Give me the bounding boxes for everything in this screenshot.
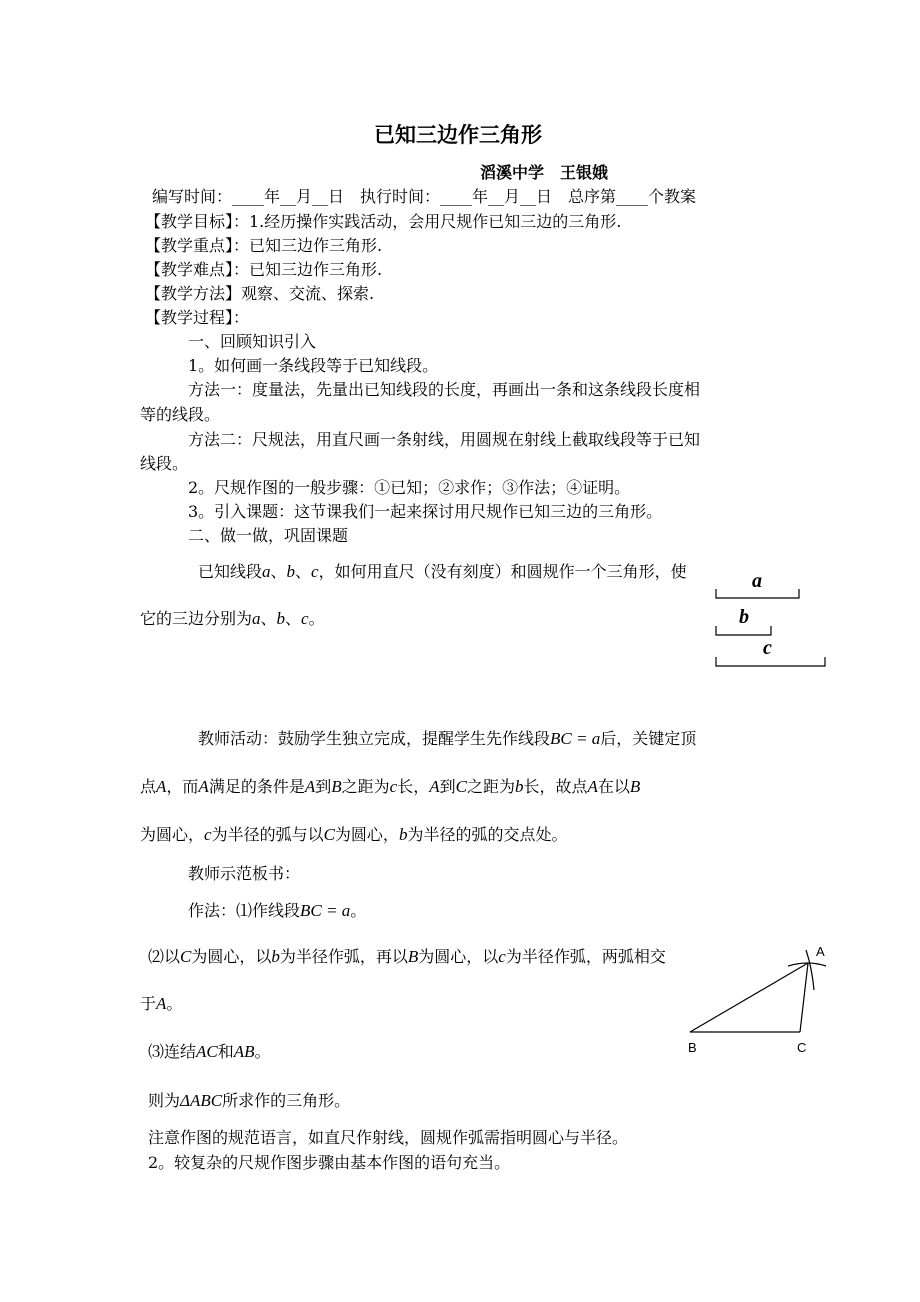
teaching-focus: 【教学重点】：已知三边作三角形. xyxy=(145,236,383,255)
method-2-line-2: 线段。 xyxy=(140,454,189,473)
author: 滔溪中学 王银娥 xyxy=(480,163,609,182)
meta-line: 编写时间：____年__月__日 执行时间：____年__月__日 总序第____个教案 xyxy=(152,187,697,206)
segment-c-label: c xyxy=(763,637,772,659)
method-1-line-2: 等的线段。 xyxy=(140,405,221,424)
arc-from-b xyxy=(788,963,826,966)
teacher-activity-line-2: 点A，而A满足的条件是A到B之距为c长，A到C之距为b长，故点A在以B xyxy=(140,777,641,796)
note-2: 2。较复杂的尺规作图步骤由基本作图的语句充当。 xyxy=(148,1153,511,1172)
problem-line-1: 已知线段a、b、c，如何用直尺（没有刻度）和圆规作一个三角形，使 xyxy=(198,562,687,581)
arc-from-c xyxy=(806,950,814,990)
section-2-heading: 二、做一做，巩固课题 xyxy=(188,526,349,545)
question-3: 3。引入课题：这节课我们一起来探讨用尺规作已知三边的三角形。 xyxy=(188,502,663,521)
method-1-line-1: 方法一：度量法，先量出已知线段的长度，再画出一条和这条线段长度相 xyxy=(188,380,701,399)
teaching-goal: 【教学目标】：1.经历操作实践活动，会用尺规作已知三边的三角形. xyxy=(145,212,622,231)
teacher-activity-line-3: 为圆心，c为半径的弧与以C为圆心，b为半径的弧的交点处。 xyxy=(140,825,568,844)
note-1: 注意作图的规范语言，如直尺作射线，圆规作弧需指明圆心与半径。 xyxy=(148,1128,629,1147)
board-heading: 教师示范板书： xyxy=(188,864,301,883)
question-1: 1。如何画一条线段等于已知线段。 xyxy=(188,356,439,375)
page-title: 已知三边作三角形 xyxy=(374,123,542,147)
teacher-activity-line-1: 教师活动：鼓励学生独立完成，提醒学生先作线段BC = a后，关键定顶 xyxy=(198,729,697,748)
side-ab xyxy=(690,963,808,1032)
segment-b-label: b xyxy=(739,606,749,628)
teaching-process: 【教学过程】： xyxy=(145,308,250,327)
problem-line-2: 它的三边分别为a、b、c。 xyxy=(140,609,325,628)
conclusion: 则为ΔABC所求作的三角形。 xyxy=(148,1091,351,1110)
step-3: ⑶连结AC和AB。 xyxy=(148,1042,271,1061)
question-2: 2。尺规作图的一般步骤：①已知；②求作；③作法；④证明。 xyxy=(188,478,631,497)
step-2-line-1: ⑵以C为圆心，以b为半径作弧，再以B为圆心，以c为半径作弧，两弧相交 xyxy=(148,947,666,966)
method-2-line-1: 方法二：尺规法，用直尺画一条射线，用圆规在射线上截取线段等于已知 xyxy=(188,430,701,449)
vertex-b-label: B xyxy=(688,1040,697,1055)
vertex-a-label: A xyxy=(816,944,825,959)
teaching-method: 【教学方法】观察、交流、探索. xyxy=(145,284,375,303)
teaching-difficulty: 【教学难点】：已知三边作三角形. xyxy=(145,260,383,279)
step-1: 作法：⑴作线段BC = a。 xyxy=(188,901,367,920)
step-2-line-2: 于A。 xyxy=(140,994,183,1013)
section-1-heading: 一、回顾知识引入 xyxy=(188,332,317,351)
vertex-c-label: C xyxy=(797,1040,807,1055)
side-ac xyxy=(800,963,808,1032)
segment-a-label: a xyxy=(752,570,762,592)
